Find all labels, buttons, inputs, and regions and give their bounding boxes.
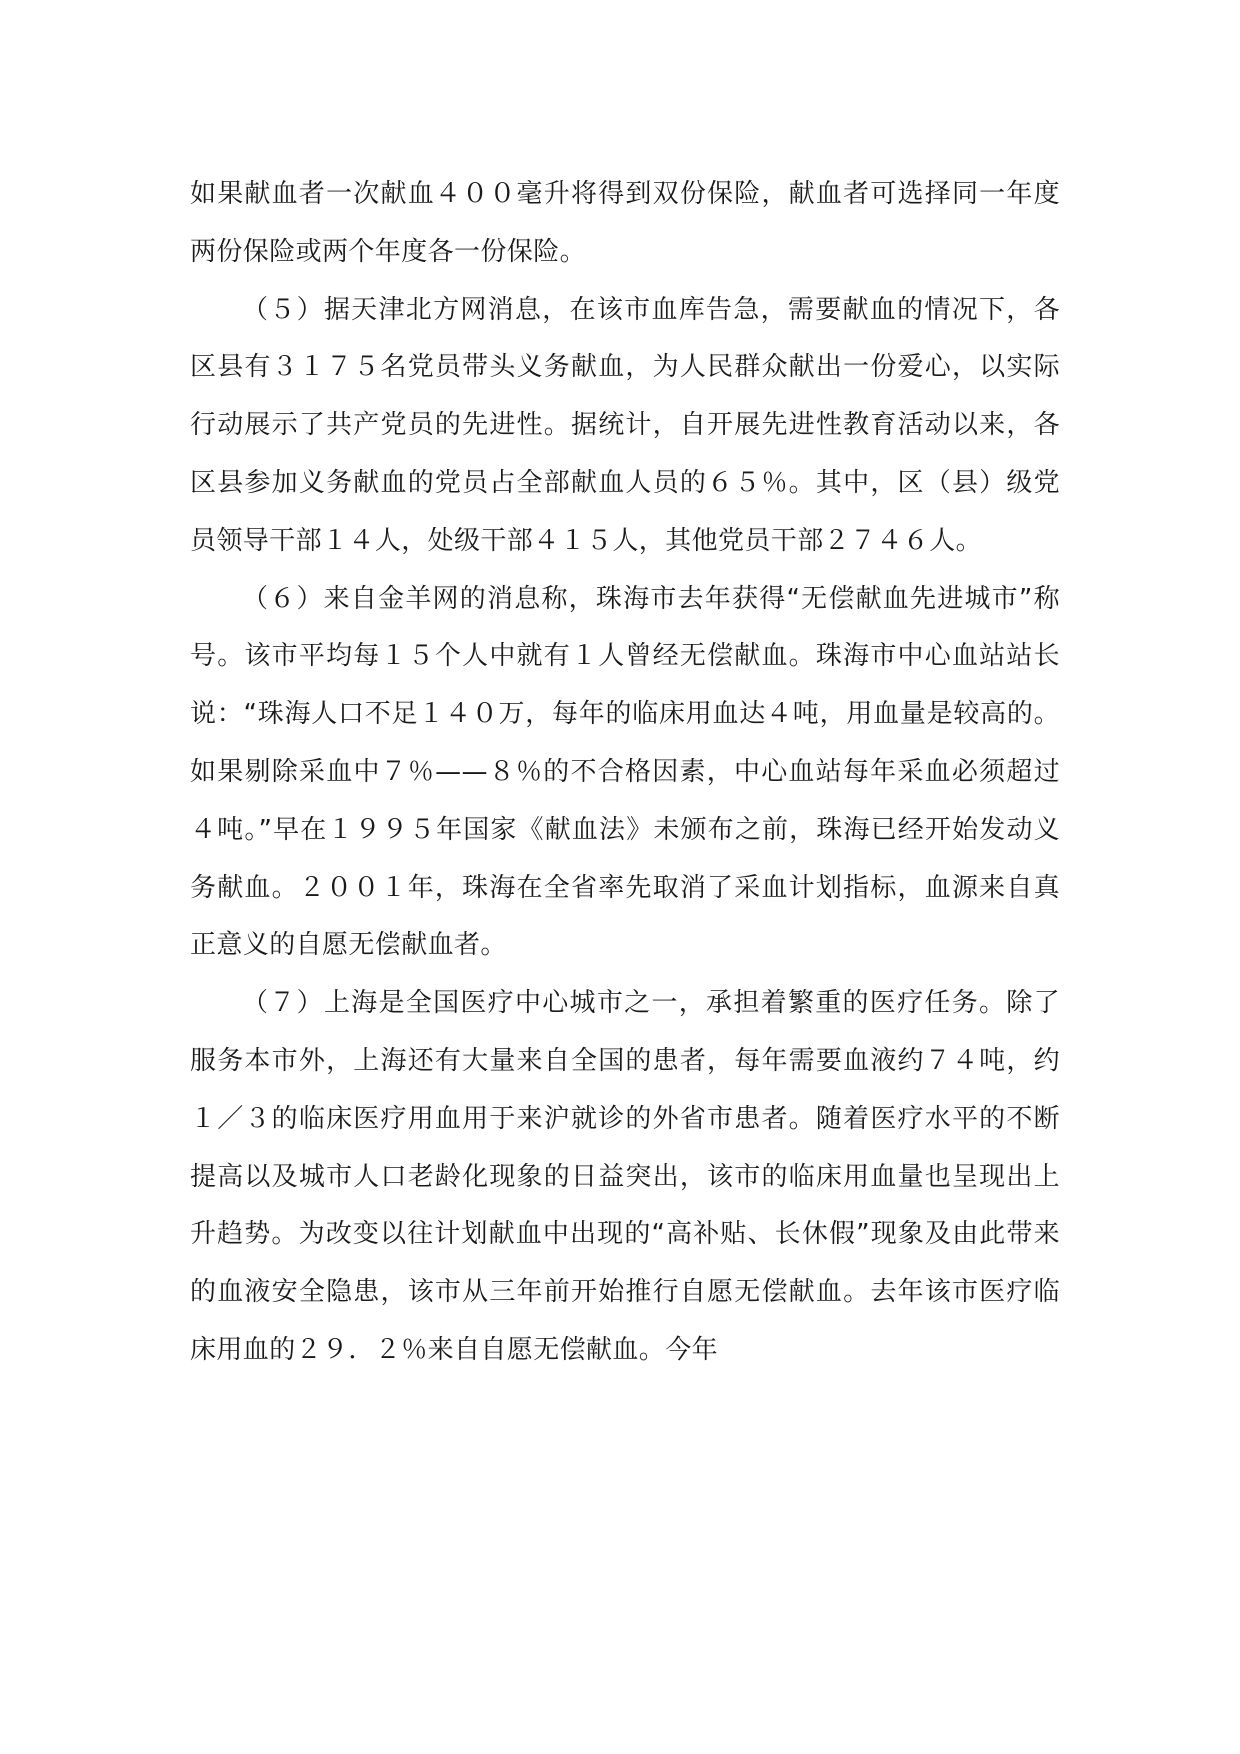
paragraph-insurance: 如果献血者一次献血４００毫升将得到双份保险，献血者可选择同一年度两份保险或两个年度各一份保险。 (190, 179, 1060, 267)
document-body (190, 166, 1060, 1380)
paragraph-item-6: （６）来自金羊网的消息称，珠海市去年获得“无偿献血先进城市”称号。该市平均每１５个人中就有１人曾经无偿献血。珠海市中心血站站长说：“珠海人口不足１４０万，每年的临床用血达４吨，用血量是较高的。如果剔除采血中７％——８％的不合格因素，中心血站每年采血必须超过４吨。”早在１９９５年国家《献血法》未颁布之前，珠海已经开始发动义务献血。２００１年，珠海在全省率先取消了采血计划指标，血源来自真正意义的自愿无偿献血者。 (190, 583, 1060, 961)
paragraph-item-7: （７）上海是全国医疗中心城市之一，承担着繁重的医疗任务。除了服务本市外，上海还有大量来自全国的患者，每年需要血液约７４吨，约１／３的临床医疗用血用于来沪就诊的外省市患者。随着医疗水平的不断提高以及城市人口老龄化现象的日益突出，该市的临床用血量也呈现出上升趋势。为改变以往计划献血中出现的“高补贴、长休假”现象及由此带来的血液安全隐患，该市从三年前开始推行自愿无偿献血。去年该市医疗临床用血的２９．２％来自自愿无偿献血。今年 (190, 988, 1060, 1365)
paragraph-item-5: （５）据天津北方网消息，在该市血库告急，需要献血的情况下，各区县有３１７５名党员带头义务献血，为人民群众献出一份爱心，以实际行动展示了共产党员的先进性。据统计，自开展先进性教育活动以来，各区县参加义务献血的党员占全部献血人员的６５％。其中，区（县）级党员领导干部１４人，处级干部４１５人，其他党员干部２７４６人。 (190, 294, 1060, 556)
